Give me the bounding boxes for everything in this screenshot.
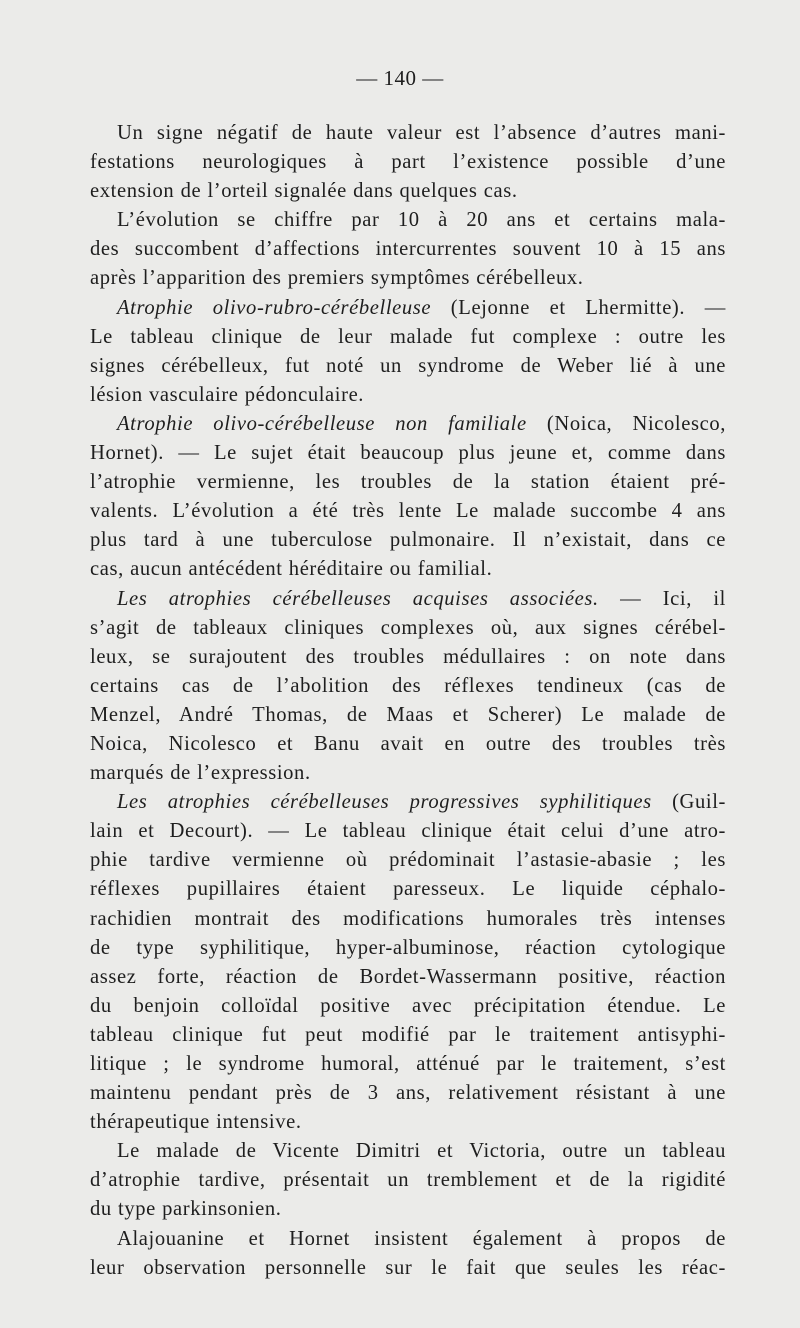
text-segment: leur observation personnelle sur le fait que seules les réac- (90, 1256, 726, 1279)
text-segment: des succombent d’affections intercurrentes souvent 10 à 15 ans (90, 238, 726, 261)
text-line (90, 323, 726, 352)
text-line (90, 526, 726, 555)
text-line (90, 1050, 726, 1079)
text-line (90, 410, 726, 439)
text-line (90, 1254, 726, 1283)
text-segment: Alajouanine et Hornet insistent également à propos de (117, 1227, 726, 1250)
text-segment: L’évolution se chiffre par 10 à 20 ans et certains mala- (117, 209, 726, 232)
text-line (90, 905, 726, 934)
text-line (90, 1108, 726, 1137)
text-line (90, 788, 726, 817)
text-segment: plus tard à une tuberculose pulmonaire. Il n’existait, dans ce (90, 529, 726, 552)
text-segment: rachidien montrait des modifications humorales très intenses (90, 907, 726, 930)
text-segment: thérapeutique intensive. (90, 1111, 302, 1134)
text-segment: après l’apparition des premiers symptômes cérébelleux. (90, 267, 584, 290)
text-segment: cas, aucun antécédent héréditaire ou familial. (90, 558, 493, 581)
text-segment: tableau clinique fut peut modifié par le traitement antisyphi- (90, 1023, 726, 1046)
text-segment: festations neurologiques à part l’existence possible d’une (90, 151, 726, 174)
text-line (90, 817, 726, 846)
text-line (90, 672, 726, 701)
text-line (90, 701, 726, 730)
text-segment: maintenu pendant près de 3 ans, relativement résistant à une (90, 1082, 726, 1105)
text-segment: signes cérébelleux, fut noté un syndrome de Weber lié à une (90, 354, 726, 377)
text-line (90, 585, 726, 614)
text-line (90, 934, 726, 963)
text-segment: du type parkinsonien. (90, 1198, 282, 1221)
text-line (90, 352, 726, 381)
text-line (90, 468, 726, 497)
italic-heading: Atrophie olivo-rubro-cérébelleuse (117, 296, 432, 319)
text-segment: Le tableau clinique de leur malade fut complexe : outre les (90, 325, 726, 348)
text-segment: (Noica, Nicolesco, (526, 412, 726, 435)
text-line (90, 497, 726, 526)
text-line (90, 1195, 726, 1224)
text-line (90, 439, 726, 468)
text-line (90, 759, 726, 788)
text-segment: (Guil- (651, 791, 726, 814)
text-segment: extension de l’orteil signalée dans quelques cas. (90, 180, 518, 203)
text-segment: lain et Decourt). — Le tableau clinique était celui d’une atro- (90, 820, 726, 843)
text-segment: Noica, Nicolesco et Banu avait en outre des troubles très (90, 732, 726, 755)
text-segment: de type syphilitique, hyper-albuminose, réaction cytologique (90, 936, 726, 959)
text-segment: Le malade de Vicente Dimitri et Victoria, outre un tableau (117, 1140, 726, 1163)
text-segment: Menzel, André Thomas, de Maas et Scherer) Le malade de (90, 703, 726, 726)
text-line (90, 177, 726, 206)
text-segment: Hornet). — Le sujet était beaucoup plus jeune et, comme dans (90, 442, 726, 465)
text-segment: assez forte, réaction de Bordet-Wassermann positive, réaction (90, 965, 726, 988)
text-line (90, 555, 726, 584)
text-segment: (Lejonne et Lhermitte). — (431, 296, 727, 319)
text-segment: litique ; le syndrome humoral, atténué par le traitement, s’est (90, 1053, 726, 1075)
text-segment: leux, se surajoutent des troubles médullaires : on note dans (90, 645, 726, 668)
text-line (90, 875, 726, 904)
text-line (90, 148, 726, 177)
text-line (90, 119, 726, 148)
text-segment: lésion vasculaire pédonculaire. (90, 383, 365, 406)
italic-heading: Atrophie olivo-cérébelleuse non familiale (117, 412, 527, 435)
text-segment: — Ici, il (598, 587, 726, 610)
text-segment: l’atrophie vermienne, les troubles de la station étaient pré- (90, 471, 726, 494)
text-line (90, 206, 726, 235)
text-line (90, 381, 726, 410)
text-line (90, 1137, 726, 1166)
text-line (90, 1166, 726, 1195)
text-line (90, 614, 726, 643)
body-text (90, 119, 726, 1283)
text-line (90, 992, 726, 1021)
text-segment: phie tardive vermienne où prédominait l’astasie-abasie ; les (90, 849, 726, 872)
text-segment: d’atrophie tardive, présentait un tremblement et de la rigidité (90, 1169, 726, 1192)
text-segment: valents. L’évolution a été très lente Le malade succombe 4 ans (90, 500, 726, 523)
text-line (90, 730, 726, 759)
text-segment: marqués de l’expression. (90, 762, 311, 785)
text-segment: du benjoin colloïdal positive avec précipitation étendue. Le (90, 994, 726, 1017)
text-segment: réflexes pupillaires étaient paresseux. Le liquide céphalo- (90, 878, 726, 901)
text-line (90, 235, 726, 264)
text-segment: s’agit de tableaux cliniques complexes où, aux signes cérébel- (90, 616, 726, 639)
text-line (90, 643, 726, 672)
text-line (90, 1079, 726, 1108)
italic-heading: Les atrophies cérébelleuses acquises associées. (117, 587, 599, 610)
text-segment: certains cas de l’abolition des réflexes tendineux (cas de (90, 674, 726, 697)
text-line (90, 846, 726, 875)
text-line (90, 1225, 726, 1254)
text-line (90, 294, 726, 323)
text-line (90, 1021, 726, 1050)
text-segment: Un signe négatif de haute valeur est l’absence d’autres mani- (117, 122, 726, 144)
text-line (90, 264, 726, 293)
page-number: — 140 — (356, 66, 444, 90)
italic-heading: Les atrophies cérébelleuses progressives syphilitiques (117, 791, 652, 814)
text-line (90, 963, 726, 992)
